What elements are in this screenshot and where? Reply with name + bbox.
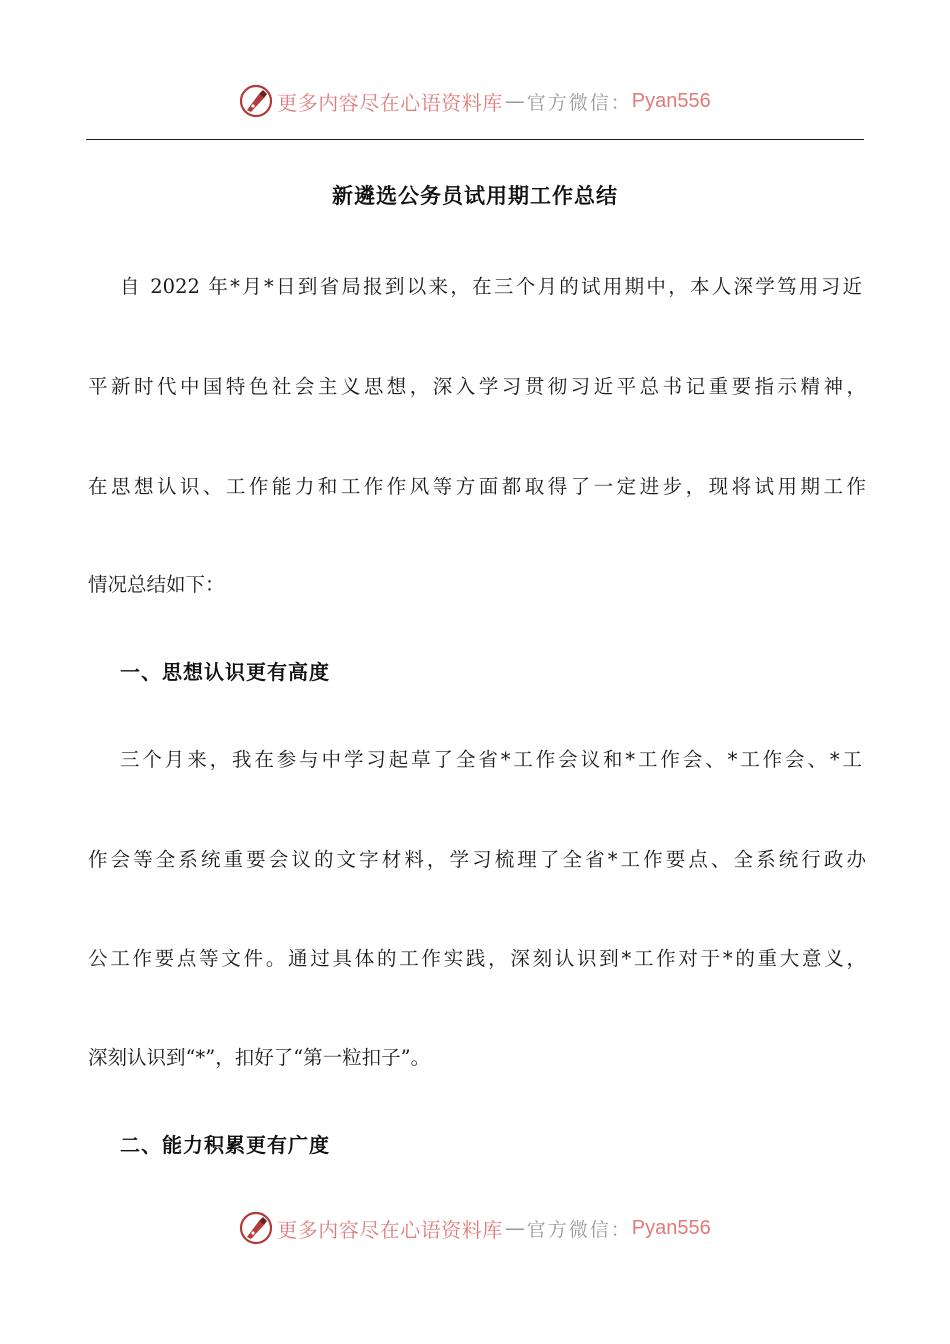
- header-divider: [86, 139, 864, 140]
- header-watermark: [0, 84, 950, 118]
- watermark-wechat-id: Pyan556: [631, 1216, 711, 1239]
- pen-nib-logo-icon: [239, 1211, 273, 1245]
- paragraph-line: 自 2022 年*月*日到省局报到以来，在三个月的试用期中，本人深学笃用习近: [120, 275, 862, 298]
- watermark-label: 官方微信：: [526, 91, 632, 114]
- section-heading: 一、思想认识更有高度: [120, 660, 330, 684]
- watermark-text: 更多内容尽在心语资料库: [277, 1217, 503, 1242]
- section-heading: 二、能力积累更有广度: [120, 1133, 330, 1157]
- watermark-text: 更多内容尽在心语资料库: [277, 90, 503, 115]
- watermark-label: 官方微信：: [526, 1218, 632, 1241]
- watermark-wechat-id: Pyan556: [631, 89, 711, 112]
- watermark-dash: —: [504, 89, 525, 113]
- footer-watermark: [0, 1211, 950, 1245]
- paragraph-line: 在思想认识、工作能力和工作作风等方面都取得了一定进步，现将试用期工作: [88, 475, 866, 498]
- paragraph-line: 作会等全系统重要会议的文字材料，学习梳理了全省*工作要点、全系统行政办: [88, 848, 866, 871]
- paragraph-line: 深刻认识到“*”，扣好了“第一粒扣子”。: [88, 1046, 431, 1069]
- paragraph-line: 公工作要点等文件。通过具体的工作实践，深刻认识到*工作对于*的重大意义，: [88, 947, 866, 970]
- watermark-dash: —: [504, 1216, 525, 1240]
- pen-nib-logo-icon: [239, 84, 273, 118]
- paragraph-line: 平新时代中国特色社会主义思想，深入学习贯彻习近平总书记重要指示精神，: [88, 375, 866, 398]
- document-title: 新遴选公务员试用期工作总结: [332, 184, 618, 208]
- paragraph-line: 情况总结如下：: [88, 573, 225, 596]
- paragraph-line: 三个月来，我在参与中学习起草了全省*工作会议和*工作会、*工作会、*工: [120, 748, 862, 771]
